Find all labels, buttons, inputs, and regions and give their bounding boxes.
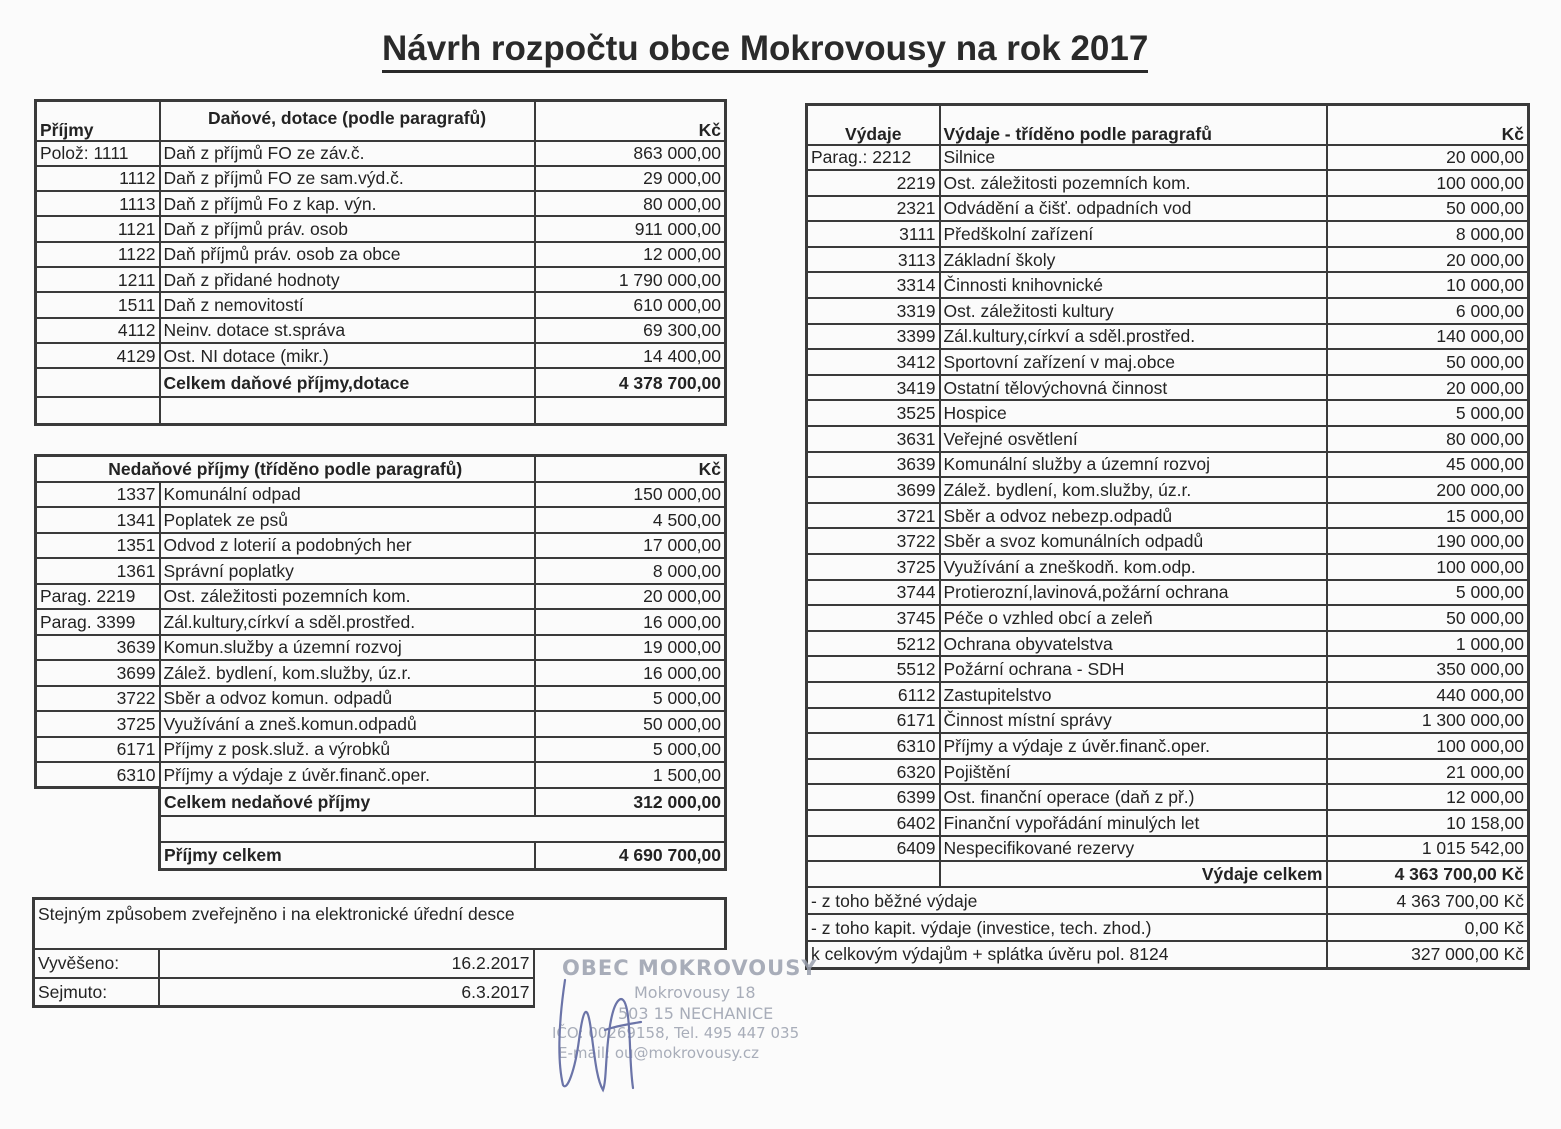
total-label: Výdaje celkem [940,861,1327,887]
col-header-kc: Kč [535,456,726,482]
table-row [807,554,1529,580]
table-row [807,810,1529,836]
row-amount: 100 000,00 [1327,170,1529,196]
row-amount: 150 000,00 [535,482,726,508]
stamp-line-2: Mokrovousy 18 [634,983,756,1002]
row-amount: 100 000,00 [1327,733,1529,759]
expenses-table [805,103,1530,970]
col-header-vydaje: Výdaje [807,105,940,145]
row-code: 1511 [36,292,160,317]
table-row [36,737,726,763]
row-amount: 5 000,00 [1327,400,1529,426]
row-label: Sběr a odvoz komun. odpadů [160,686,535,712]
row-amount: 140 000,00 [1327,324,1529,350]
row-amount: 69 300,00 [535,318,726,343]
row-code: 1341 [36,507,160,533]
empty-cell [36,397,160,424]
row-code: 6399 [807,784,940,810]
empty-cell [36,842,160,870]
row-label: Využívání a zneš.komun.odpadů [160,711,535,737]
row-label: Komunální služby a územní rozvoj [940,452,1327,478]
table-row [807,272,1529,298]
row-amount: 29 000,00 [535,166,726,191]
row-amount: 45 000,00 [1327,452,1529,478]
row-code: 3725 [807,554,940,580]
table-row [36,558,726,584]
row-label: Daň z přidané hodnoty [160,267,535,292]
page-title: Návrh rozpočtu obce Mokrovousy na rok 2017 [382,30,1148,73]
row-amount: 20 000,00 [535,584,726,610]
table-row [807,528,1529,554]
total-row [36,788,726,816]
row-code: 3525 [807,400,940,426]
row-amount: 911 000,00 [535,216,726,241]
row-amount: 5 000,00 [535,737,726,763]
table-row [36,711,726,737]
blank-row [36,397,726,424]
col-header-title: Výdaje - tříděno podle paragrafů [940,105,1327,145]
row-label: Zál.kultury,církví a sděl.prostřed. [940,324,1327,350]
row-code: 4129 [36,343,160,368]
empty-cell [160,397,535,424]
col-header-prijmy: Příjmy [36,101,160,141]
row-label: Daň příjmů práv. osob za obce [160,242,535,267]
row-code: 6402 [807,810,940,836]
row-code: 1361 [36,558,160,584]
row-amount: 1 000,00 [1327,631,1529,657]
row-code: 6171 [807,708,940,734]
total-label: Celkem daňové příjmy,dotace [160,368,535,397]
row-label: Veřejné osvětlení [940,426,1327,452]
table-row [36,762,726,788]
row-code: 3721 [807,503,940,529]
row-label: Využívání a zneškodň. kom.odp. [940,554,1327,580]
row-label: Komunální odpad [160,482,535,508]
row-label: Poplatek ze psů [160,507,535,533]
total-label: Celkem nedaňové příjmy [160,788,535,816]
table-row [807,836,1529,862]
row-label: Protierozní,lavinová,požární ochrana [940,580,1327,606]
total-amount: 4 363 700,00 Kč [1327,861,1529,887]
summary-row [807,914,1529,941]
summary-row [807,887,1529,914]
table-row [36,635,726,661]
table-row [36,343,726,368]
row-label: Daň z nemovitostí [160,292,535,317]
table-row [36,318,726,343]
row-code: 1351 [36,533,160,559]
posted-label: Vyvěšeno: [34,949,159,978]
row-code: 6112 [807,682,940,708]
row-label: Péče o vzhled obcí a zeleň [940,605,1327,631]
row-amount: 5 000,00 [1327,580,1529,606]
row-amount: 50 000,00 [535,711,726,737]
row-amount: 1 790 000,00 [535,267,726,292]
row-amount: 14 400,00 [535,343,726,368]
row-label: Finanční vypořádání minulých let [940,810,1327,836]
row-amount: 1 015 542,00 [1327,836,1529,862]
table-row [807,324,1529,350]
row-code: Parag.: 2212 [807,145,940,171]
row-amount: 1 300 000,00 [1327,708,1529,734]
total-row [36,368,726,397]
total-amount: 4 378 700,00 [535,368,726,397]
table-row [807,221,1529,247]
removed-date: 6.3.2017 [159,978,534,1007]
row-code: 3639 [36,635,160,661]
table-row [807,708,1529,734]
income-tax-table [34,99,727,426]
row-label: Požární ochrana - SDH [940,656,1327,682]
summary-label: - z toho kapit. výdaje (investice, tech. zhod.) [807,914,1327,941]
row-code: 3412 [807,349,940,375]
row-label: Činnosti knihovnické [940,272,1327,298]
table-row [807,349,1529,375]
row-label: Správní poplatky [160,558,535,584]
row-code: 3722 [807,528,940,554]
row-code: 2219 [807,170,940,196]
table-row [807,682,1529,708]
row-code: 3722 [36,686,160,712]
total-amount: 312 000,00 [535,788,726,816]
row-label: Odvádění a čišť. odpadních vod [940,196,1327,222]
total-row [807,861,1529,887]
row-amount: 20 000,00 [1327,375,1529,401]
table-row [807,452,1529,478]
table-row [807,477,1529,503]
row-code: 6409 [807,836,940,862]
table-row [807,247,1529,273]
row-amount: 1 500,00 [535,762,726,788]
empty-cell [535,397,726,424]
row-amount: 4 500,00 [535,507,726,533]
grand-total-row [36,842,726,870]
row-code: 6310 [807,733,940,759]
row-code: 6171 [36,737,160,763]
row-code: Parag. 2219 [36,584,160,610]
row-label: Činnost místní správy [940,708,1327,734]
row-code: 3111 [807,221,940,247]
removed-label: Sejmuto: [34,978,159,1007]
row-code: Polož: 1111 [36,141,160,166]
table-row [807,784,1529,810]
row-label: Příjmy a výdaje z úvěr.finanč.oper. [160,762,535,788]
row-label: Příjmy z posk.služ. a výrobků [160,737,535,763]
row-label: Zál.kultury,církví a sděl.prostřed. [160,609,535,635]
table-row [807,375,1529,401]
row-label: Sběr a odvoz nebezp.odpadů [940,503,1327,529]
row-amount: 17 000,00 [535,533,726,559]
row-code: 6310 [36,762,160,788]
table-row [36,533,726,559]
row-label: Ost. NI dotace (mikr.) [160,343,535,368]
table-row [807,656,1529,682]
table-row [36,267,726,292]
row-amount: 12 000,00 [535,242,726,267]
row-code: 1113 [36,191,160,216]
table-row [36,216,726,241]
table-row [807,759,1529,785]
stamp-line-1: OBEC MOKROVOUSY [562,956,818,980]
posted-date: 16.2.2017 [159,949,534,978]
row-amount: 610 000,00 [535,292,726,317]
row-code: 3699 [807,477,940,503]
row-label: Zálež. bydlení, kom.služby, úz.r. [940,477,1327,503]
row-amount: 20 000,00 [1327,247,1529,273]
row-code: 1112 [36,166,160,191]
row-code: 1211 [36,267,160,292]
row-code: Parag. 3399 [36,609,160,635]
row-label: Ost. záležitosti kultury [940,298,1327,324]
row-amount: 10 158,00 [1327,810,1529,836]
row-code: 3745 [807,605,940,631]
stamp-line-3: 503 15 NECHANICE [618,1004,774,1023]
row-code: 3319 [807,298,940,324]
row-code: 3699 [36,660,160,686]
row-amount: 16 000,00 [535,609,726,635]
row-amount: 20 000,00 [1327,145,1529,171]
row-amount: 50 000,00 [1327,349,1529,375]
row-label: Komun.služby a územní rozvoj [160,635,535,661]
row-label: Pojištění [940,759,1327,785]
row-amount: 190 000,00 [1327,528,1529,554]
row-label: Ochrana obyvatelstva [940,631,1327,657]
row-amount: 19 000,00 [535,635,726,661]
row-code: 3419 [807,375,940,401]
row-code: 2321 [807,196,940,222]
row-amount: 440 000,00 [1327,682,1529,708]
row-code: 3314 [807,272,940,298]
stamp-line-5: E-mail: ou@mokrovousy.cz [558,1044,760,1062]
table-row [36,191,726,216]
row-amount: 12 000,00 [1327,784,1529,810]
col-header-kc: Kč [1327,105,1529,145]
row-label: Zastupitelstvo [940,682,1327,708]
table-row [36,482,726,508]
summary-amount: 0,00 Kč [1327,914,1529,941]
blank-row [36,816,726,842]
table-row [807,733,1529,759]
table-row [807,170,1529,196]
row-amount: 350 000,00 [1327,656,1529,682]
row-amount: 100 000,00 [1327,554,1529,580]
row-amount: 10 000,00 [1327,272,1529,298]
table-row [36,141,726,166]
row-amount: 80 000,00 [535,191,726,216]
row-label: Silnice [940,145,1327,171]
income-nontax-table [34,454,727,871]
row-amount: 8 000,00 [1327,221,1529,247]
row-code: 5212 [807,631,940,657]
row-code: 1121 [36,216,160,241]
row-label: Odvod z loterií a podobných her [160,533,535,559]
table-header-row [36,101,726,141]
table-row [807,631,1529,657]
row-code: 4112 [36,318,160,343]
empty-cell [36,816,160,842]
table-row [807,145,1529,171]
row-amount: 80 000,00 [1327,426,1529,452]
row-label: Předškolní zařízení [940,221,1327,247]
row-amount: 16 000,00 [535,660,726,686]
table-row [36,507,726,533]
row-label: Ost. finanční operace (daň z př.) [940,784,1327,810]
row-label: Daň z příjmů FO ze záv.č. [160,141,535,166]
col-header-kc: Kč [535,101,726,141]
signature [545,960,655,1100]
row-code: 3744 [807,580,940,606]
row-code: 3639 [807,452,940,478]
table-row [807,196,1529,222]
col-header-title: Nedaňové příjmy (tříděno podle paragrafů) [36,456,535,482]
summary-label: k celkovým výdajům + splátka úvěru pol. 8124 [807,941,1327,968]
summary-row [807,941,1529,968]
row-label: Příjmy a výdaje z úvěr.finanč.oper. [940,733,1327,759]
row-label: Ost. záležitosti pozemních kom. [160,584,535,610]
table-row [36,686,726,712]
empty-cell [36,788,160,816]
table-row [36,609,726,635]
table-row [807,580,1529,606]
row-amount: 8 000,00 [535,558,726,584]
row-amount: 50 000,00 [1327,196,1529,222]
empty-cell [36,368,160,397]
col-header-title: Daňové, dotace (podle paragrafů) [160,101,535,141]
table-row [807,400,1529,426]
row-code: 6320 [807,759,940,785]
row-label: Hospice [940,400,1327,426]
empty-cell [160,816,726,842]
summary-label: - z toho běžné výdaje [807,887,1327,914]
table-header-row [807,105,1529,145]
table-row [36,660,726,686]
table-row [807,503,1529,529]
publish-note: Stejným způsobem zveřejněno i na elektronické úřední desce [34,899,726,949]
row-code: 3113 [807,247,940,273]
row-label: Nespecifikované rezervy [940,836,1327,862]
stamp-line-4: IČO: 00269158, Tel. 495 447 035 [552,1024,800,1042]
grand-total-amount: 4 690 700,00 [535,842,726,870]
row-label: Daň z příjmů Fo z kap. výn. [160,191,535,216]
row-amount: 15 000,00 [1327,503,1529,529]
row-code: 5512 [807,656,940,682]
row-label: Neinv. dotace st.správa [160,318,535,343]
row-amount: 5 000,00 [535,686,726,712]
table-row [36,166,726,191]
row-label: Sportovní zařízení v maj.obce [940,349,1327,375]
row-amount: 863 000,00 [535,141,726,166]
table-row [807,605,1529,631]
row-label: Daň z příjmů práv. osob [160,216,535,241]
table-row [36,584,726,610]
table-row [807,298,1529,324]
summary-amount: 4 363 700,00 Kč [1327,887,1529,914]
row-code: 1122 [36,242,160,267]
row-label: Ostatní tělovýchovná činnost [940,375,1327,401]
table-row [36,292,726,317]
table-header-row [36,456,726,482]
row-code: 1337 [36,482,160,508]
row-label: Zálež. bydlení, kom.služby, úz.r. [160,660,535,686]
row-amount: 200 000,00 [1327,477,1529,503]
row-amount: 6 000,00 [1327,298,1529,324]
row-label: Základní školy [940,247,1327,273]
row-amount: 50 000,00 [1327,605,1529,631]
row-label: Ost. záležitosti pozemních kom. [940,170,1327,196]
row-code: 3399 [807,324,940,350]
row-amount: 21 000,00 [1327,759,1529,785]
row-label: Sběr a svoz komunálních odpadů [940,528,1327,554]
table-row [36,242,726,267]
table-row [807,426,1529,452]
row-label: Daň z příjmů FO ze sam.výd.č. [160,166,535,191]
row-code: 3725 [36,711,160,737]
empty-cell [807,861,940,887]
grand-total-label: Příjmy celkem [160,842,535,870]
summary-amount: 327 000,00 Kč [1327,941,1529,968]
row-code: 3631 [807,426,940,452]
